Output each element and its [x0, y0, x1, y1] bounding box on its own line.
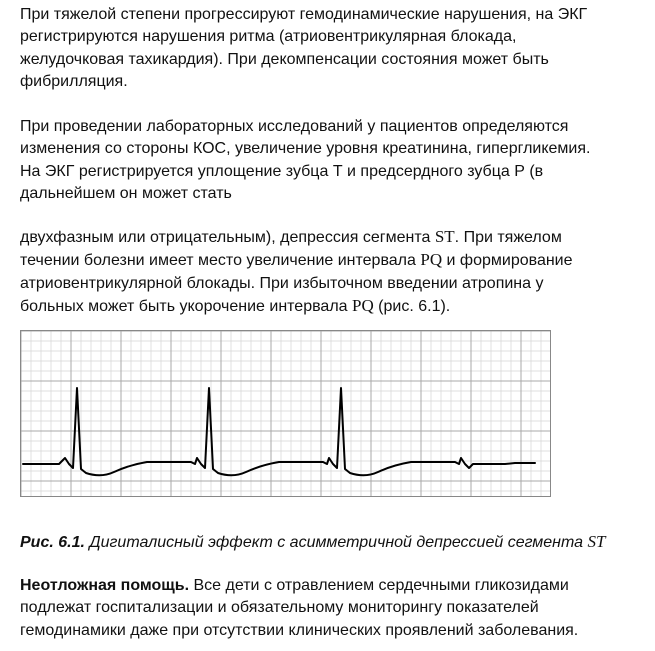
caption-label: Рис. 6.1. — [20, 534, 85, 551]
text-line: При проведении лабораторных исследований у пациентов определяются — [20, 118, 569, 135]
paragraph-ecg-changes — [20, 226, 648, 319]
ecg-strip — [21, 331, 550, 496]
caption-text: Дигиталисный эффект с асимметричной депрессией сегмента — [84, 534, 588, 551]
text-line — [20, 295, 648, 318]
term-pq: PQ — [420, 250, 443, 270]
text-line — [20, 249, 648, 272]
paragraph-emergency-care — [20, 575, 648, 642]
text-fragment: течении болезни имеет место увеличение интервала — [20, 252, 421, 270]
text-line: желудочковая тахикардия). При декомпенсации состояния может быть — [20, 50, 549, 68]
text-line: подлежат госпитализации и обязательному мониторингу показателей — [20, 599, 539, 617]
text-fragment: больных может быть укорочение интервала — [20, 298, 352, 316]
text-line: дальнейшем он может стать — [20, 185, 232, 203]
paragraph-lab-findings — [20, 116, 648, 206]
text-line: На ЭКГ регистрируется уплощение зубца Т и предсердного зубца Р (в — [20, 162, 544, 180]
text-line: фибрилляция. — [20, 73, 128, 91]
term-st: ST — [434, 227, 455, 246]
paragraph-severe-degree — [20, 4, 648, 94]
text-line: гемодинамики даже при отсутствии клинических проявлений заболевания. — [20, 621, 579, 639]
text-line — [20, 226, 648, 249]
text-line: регистрируются нарушения ритма (атриовентрикулярная блокада, — [20, 28, 517, 46]
figure-caption — [20, 532, 605, 552]
text-fragment: Все дети с отравлением сердечными гликозидами — [189, 577, 569, 594]
term-pq: PQ — [352, 296, 374, 316]
text-line: атриовентрикулярной блокады. При избыточном введении атропина у — [20, 274, 544, 292]
text-line: При тяжелой степени прогрессируют гемодинамические нарушения, на ЭКГ — [20, 6, 588, 23]
text-fragment: двухфазным или отрицательным), депрессия сегмента — [20, 229, 435, 246]
text-fragment: и формирование — [442, 252, 573, 270]
ecg-figure — [20, 330, 551, 497]
text-line: изменения со стороны КОС, увеличение уровня креатинина, гипергликемия. — [20, 140, 591, 158]
text-fragment: (рис. 6.1). — [373, 298, 451, 316]
text-line — [20, 575, 648, 597]
term-st: ST — [587, 532, 606, 551]
emergency-care-heading: Неотложная помощь. — [20, 577, 190, 594]
text-fragment: . При тяжелом — [454, 229, 562, 246]
